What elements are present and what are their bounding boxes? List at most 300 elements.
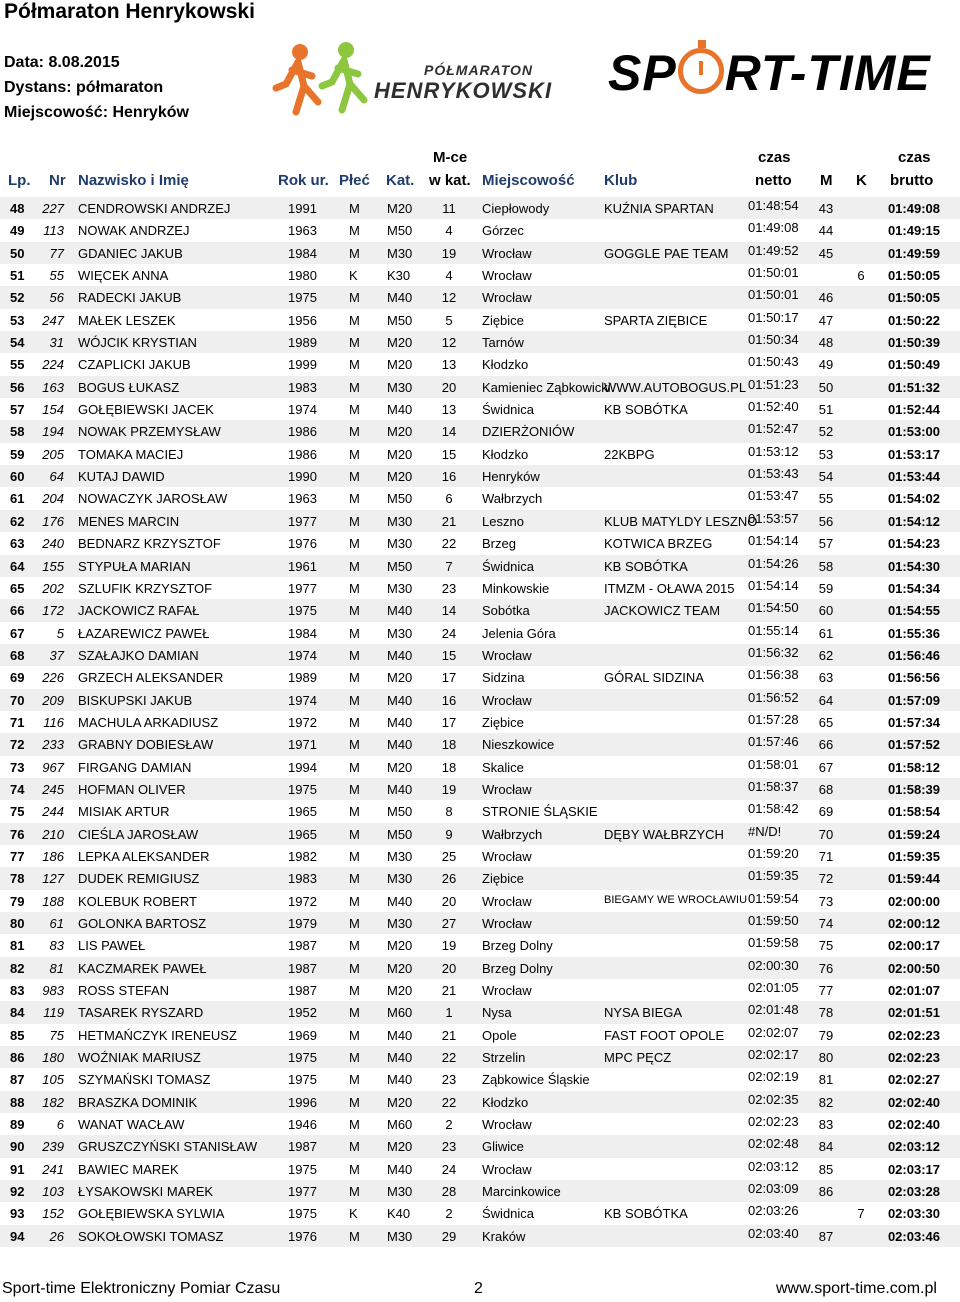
row-name: SZLUFIK KRZYSZTOF [78, 580, 213, 596]
table-row [0, 577, 960, 599]
row-net-time: 01:59:50 [748, 913, 799, 928]
row-name: GRABNY DOBIESŁAW [78, 737, 214, 753]
row-city: Brzeg [482, 536, 516, 552]
row-number: 119 [43, 1005, 64, 1021]
row-number: 227 [42, 201, 64, 216]
header-club: Klub [604, 172, 638, 189]
row-category: M50 [387, 558, 413, 574]
row-category-place: 21 [441, 983, 457, 999]
row-category-place: 18 [441, 737, 457, 753]
row-name: DUDEK REMIGIUSZ [78, 871, 200, 887]
row-category: M30 [387, 916, 413, 931]
row-lp: 86 [10, 1050, 25, 1066]
row-net-time: 01:58:42 [748, 801, 799, 817]
row-category-place: 17 [441, 714, 457, 730]
row-category-place: 23 [441, 1139, 457, 1155]
row-place-m: 56 [818, 513, 834, 529]
row-city: Kamieniec Ząbkowicki [482, 379, 611, 395]
table-row [0, 622, 960, 644]
row-name: SZYMAŃSKI TOMASZ [78, 1072, 211, 1088]
table-row [0, 242, 960, 264]
row-year: 1990 [288, 469, 317, 485]
row-category-place: 26 [441, 871, 457, 887]
row-sex: M [349, 647, 360, 663]
row-place-m: 43 [818, 201, 834, 216]
row-place-m: 87 [818, 1228, 834, 1244]
row-place-m: 83 [818, 1117, 834, 1133]
row-category-place: 1 [445, 1005, 453, 1021]
row-net-time: 01:59:58 [748, 935, 799, 951]
row-gross-time: 02:03:30 [887, 1206, 940, 1222]
row-category: M20 [387, 424, 413, 440]
row-city: Wrocław [482, 983, 532, 999]
header-brutto-top: czas [898, 149, 931, 166]
row-name: STYPUŁA MARIAN [78, 558, 191, 574]
row-category: M30 [387, 245, 413, 261]
row-year: 1979 [288, 916, 317, 931]
row-city: Minkowskie [482, 580, 550, 596]
row-category-place: 8 [445, 804, 453, 820]
row-club: GÓRAL SIDZINA [604, 670, 704, 686]
date-line: Data: 8.08.2015 [4, 54, 120, 71]
table-row [0, 912, 960, 934]
row-category-place: 9 [445, 826, 453, 842]
row-sex: M [349, 804, 360, 820]
row-name: KUTAJ DAWID [78, 469, 165, 485]
event-logo-line1: PÓŁMARATON [424, 62, 534, 78]
header-cat: Kat. [386, 172, 415, 189]
row-category-place: 4 [445, 223, 453, 239]
row-place-m: 66 [818, 737, 834, 753]
row-city: Opole [482, 1027, 517, 1043]
place-line: Miejscowość: Henryków [4, 104, 189, 121]
row-number: 176 [42, 513, 64, 529]
table-row [0, 331, 960, 353]
table-row [0, 867, 960, 889]
row-number: 55 [49, 268, 64, 284]
row-net-time: 01:51:23 [748, 376, 799, 392]
row-sex: M [349, 491, 360, 507]
row-year: 1975 [288, 781, 317, 797]
row-lp: 70 [10, 692, 25, 708]
row-club: DĘBY WAŁBRZYCH [604, 826, 724, 842]
row-category: M30 [387, 625, 413, 641]
row-place-k: 6 [857, 268, 865, 284]
row-lp: 76 [10, 826, 25, 842]
table-row [0, 1046, 960, 1068]
row-category: M30 [387, 536, 413, 552]
row-sex: M [349, 983, 360, 999]
row-gross-time: 01:53:44 [887, 469, 940, 485]
row-net-time: 01:57:28 [748, 711, 799, 727]
row-place-m: 61 [818, 625, 834, 641]
row-gross-time: 01:49:08 [887, 201, 940, 216]
row-name: MAŁEK LESZEK [78, 312, 176, 328]
row-place-m: 73 [818, 893, 834, 909]
row-gross-time: 01:50:49 [887, 357, 940, 373]
row-year: 1972 [288, 893, 317, 909]
row-lp: 91 [10, 1161, 25, 1177]
row-place-m: 53 [818, 446, 834, 462]
row-category-place: 22 [441, 1094, 457, 1110]
row-net-time: 02:02:07 [748, 1024, 799, 1040]
row-lp: 94 [10, 1228, 25, 1244]
row-club: GOGGLE PAE TEAM [604, 245, 729, 261]
table-row [0, 197, 960, 219]
table-row [0, 465, 960, 487]
row-place-m: 60 [818, 603, 834, 619]
table-row [0, 845, 960, 867]
row-category-place: 20 [441, 379, 457, 395]
row-number: 163 [42, 379, 64, 395]
row-category: M50 [387, 223, 413, 239]
row-category: M40 [387, 1050, 413, 1066]
row-sex: M [349, 1117, 360, 1133]
row-name: NOWAK ANDRZEJ [78, 223, 190, 239]
row-lp: 74 [10, 781, 25, 797]
row-name: WANAT WACŁAW [78, 1117, 185, 1133]
row-number: 202 [42, 580, 64, 596]
row-place-m: 79 [818, 1027, 834, 1043]
row-lp: 85 [10, 1027, 25, 1043]
row-city: DZIERŻONIÓW [482, 424, 575, 440]
table-row [0, 689, 960, 711]
row-club: SPARTA ZIĘBICE [604, 312, 708, 328]
row-year: 1976 [288, 1228, 317, 1244]
table-row [0, 644, 960, 666]
row-sex: M [349, 781, 360, 797]
row-place-m: 78 [818, 1005, 834, 1021]
brand-left: SP [608, 45, 677, 101]
row-gross-time: 01:54:55 [887, 603, 940, 619]
row-category: M20 [387, 759, 413, 775]
row-category: M30 [387, 1228, 413, 1244]
table-row [0, 890, 960, 912]
row-category: M20 [387, 446, 413, 462]
table-row [0, 309, 960, 331]
row-net-time: 02:03:26 [748, 1203, 799, 1219]
row-name: NOWAK PRZEMYSŁAW [78, 424, 221, 440]
header-netto-top: czas [758, 149, 791, 166]
row-place-m: 72 [818, 871, 834, 887]
row-club: KUŹNIA SPARTAN [604, 201, 714, 216]
row-category: M40 [387, 714, 413, 730]
row-lp: 78 [10, 871, 25, 887]
row-sex: M [349, 714, 360, 730]
row-place-m: 58 [818, 558, 834, 574]
row-name: HOFMAN OLIVER [78, 781, 186, 797]
row-lp: 48 [10, 201, 25, 216]
row-name: FIRGANG DAMIAN [78, 759, 192, 775]
row-lp: 93 [10, 1206, 25, 1222]
table-row [0, 1202, 960, 1224]
row-name: BISKUPSKI JAKUB [78, 692, 193, 708]
row-year: 1975 [288, 290, 317, 306]
header-year: Rok ur. [278, 172, 329, 189]
row-year: 1983 [288, 871, 317, 887]
row-lp: 68 [10, 647, 25, 663]
row-category: M30 [387, 871, 413, 887]
row-year: 1974 [288, 692, 317, 708]
row-lp: 92 [10, 1184, 25, 1200]
table-row [0, 219, 960, 241]
row-number: 967 [42, 759, 64, 775]
row-name: WÓJCIK KRYSTIAN [78, 335, 197, 351]
row-category-place: 12 [441, 335, 457, 351]
row-sex: M [349, 402, 360, 418]
row-city: Kraków [482, 1228, 526, 1244]
row-place-m: 70 [818, 826, 834, 842]
row-net-time: 01:52:40 [748, 399, 799, 415]
row-category-place: 23 [441, 1072, 457, 1088]
row-category: M20 [387, 670, 413, 686]
row-sex: M [349, 223, 360, 239]
row-lp: 88 [10, 1094, 25, 1110]
header-sex: Płeć [339, 172, 370, 189]
row-sex: M [349, 759, 360, 775]
row-number: 77 [49, 245, 64, 261]
row-city: Świdnica [482, 558, 535, 574]
row-number: 209 [42, 692, 64, 708]
row-gross-time: 01:57:34 [887, 714, 940, 730]
row-sex: K [349, 268, 358, 284]
row-year: 1977 [288, 513, 317, 529]
row-sex: M [349, 603, 360, 619]
header-nr: Nr [49, 172, 66, 189]
row-number: 127 [42, 871, 64, 887]
row-place-m: 69 [818, 804, 834, 820]
row-sex: M [349, 446, 360, 462]
row-club: ITMZM - OŁAWA 2015 [604, 580, 735, 596]
row-category-place: 4 [445, 268, 453, 284]
row-place-m: 68 [818, 781, 834, 797]
row-place-m: 76 [818, 960, 834, 976]
row-lp: 55 [10, 357, 25, 373]
row-city: Sobótka [482, 603, 530, 619]
row-sex: M [349, 1139, 360, 1155]
row-sex: M [349, 826, 360, 842]
row-category: M30 [387, 379, 413, 395]
row-sex: M [349, 960, 360, 976]
row-place-m: 75 [818, 938, 834, 954]
row-net-time: 01:56:32 [748, 644, 799, 660]
row-gross-time: 01:57:09 [887, 692, 940, 708]
row-sex: M [349, 201, 360, 216]
table-row [0, 376, 960, 398]
table-row [0, 443, 960, 465]
row-category: M20 [387, 469, 413, 485]
row-category: M20 [387, 201, 413, 216]
row-lp: 89 [10, 1117, 25, 1133]
row-category: M40 [387, 1072, 413, 1088]
row-year: 1975 [288, 1161, 317, 1177]
row-category-place: 27 [441, 916, 457, 931]
row-place-m: 80 [818, 1050, 834, 1066]
row-year: 1952 [288, 1005, 317, 1021]
row-net-time: 02:02:19 [748, 1069, 799, 1085]
row-number: 983 [42, 983, 64, 999]
row-sex: M [349, 424, 360, 440]
row-city: Ziębice [482, 312, 524, 328]
row-number: 188 [42, 893, 64, 909]
row-category: M50 [387, 312, 413, 328]
row-number: 241 [42, 1161, 64, 1177]
row-number: 5 [56, 625, 64, 641]
row-category: M40 [387, 290, 413, 306]
row-year: 1972 [288, 714, 317, 730]
row-lp: 82 [10, 960, 25, 976]
row-net-time: 01:49:52 [748, 242, 799, 258]
row-name: SZAŁAJKO DAMIAN [78, 647, 199, 663]
row-number: 172 [42, 603, 64, 619]
row-place-m: 45 [818, 245, 834, 261]
row-place-m: 64 [818, 692, 834, 708]
row-category: M40 [387, 737, 413, 753]
row-sex: M [349, 848, 360, 864]
footer-website: www.sport-time.com.pl [776, 1280, 937, 1297]
row-club: BIEGAMY WE WROCŁAWIU [604, 893, 748, 906]
row-sex: M [349, 290, 360, 306]
row-category-place: 7 [445, 558, 453, 574]
row-name: GRUSZCZYŃSKI STANISŁAW [78, 1139, 258, 1155]
row-number: 182 [42, 1094, 64, 1110]
row-sex: M [349, 625, 360, 641]
row-lp: 50 [10, 245, 25, 261]
row-gross-time: 01:56:56 [887, 670, 940, 686]
row-name: WIĘCEK ANNA [78, 268, 169, 284]
table-row [0, 532, 960, 554]
row-place-m: 63 [818, 670, 834, 686]
row-net-time: 02:03:12 [748, 1158, 799, 1174]
row-number: 37 [49, 647, 64, 663]
row-name: TASAREK RYSZARD [78, 1005, 204, 1021]
header-m: M [820, 172, 833, 189]
row-city: Wałbrzych [482, 491, 543, 507]
row-number: 26 [49, 1228, 64, 1244]
row-gross-time: 02:01:07 [887, 983, 940, 999]
row-year: 1983 [288, 379, 317, 395]
row-number: 194 [42, 424, 64, 440]
row-net-time: 01:53:57 [748, 510, 799, 526]
row-gross-time: 02:03:28 [887, 1184, 940, 1200]
row-name: CZAPLICKI JAKUB [78, 357, 191, 373]
row-place-m: 74 [818, 916, 834, 931]
distance-line: Dystans: półmaraton [4, 79, 164, 96]
row-club: MPC PĘCZ [604, 1050, 672, 1066]
row-city: Henryków [482, 469, 540, 485]
row-year: 1975 [288, 1072, 317, 1088]
row-year: 1996 [288, 1094, 317, 1110]
row-place-m: 46 [818, 290, 834, 306]
row-lp: 54 [10, 335, 25, 351]
row-sex: M [349, 692, 360, 708]
row-name: BAWIEC MAREK [78, 1161, 179, 1177]
row-gross-time: 02:03:46 [887, 1228, 940, 1244]
row-lp: 49 [10, 223, 25, 239]
row-category-place: 22 [441, 536, 457, 552]
row-city: Jelenia Góra [482, 625, 556, 641]
row-city: Wrocław [482, 290, 532, 306]
table-row [0, 957, 960, 979]
row-gross-time: 01:54:34 [887, 580, 940, 596]
row-name: ŁYSAKOWSKI MAREK [78, 1184, 214, 1200]
row-city: Górzec [482, 223, 524, 239]
row-number: 61 [49, 916, 64, 931]
row-category-place: 19 [441, 938, 457, 954]
row-category-place: 12 [441, 290, 457, 306]
stopwatch-icon [678, 48, 724, 94]
row-category: M40 [387, 692, 413, 708]
row-lp: 59 [10, 446, 25, 462]
row-category-place: 17 [441, 670, 457, 686]
row-net-time: #N/D! [748, 823, 782, 839]
row-sex: M [349, 916, 360, 931]
row-category-place: 15 [441, 647, 457, 663]
row-net-time: 02:01:48 [748, 1002, 799, 1018]
row-place-m: 86 [818, 1184, 834, 1200]
row-gross-time: 02:02:23 [887, 1050, 940, 1066]
row-net-time: 02:02:17 [748, 1047, 799, 1063]
row-category-place: 16 [441, 692, 457, 708]
row-lp: 71 [10, 714, 25, 730]
row-net-time: 01:58:01 [748, 756, 799, 772]
row-lp: 58 [10, 424, 25, 440]
row-gross-time: 02:00:00 [887, 893, 940, 909]
row-category-place: 5 [445, 312, 453, 328]
header-lp: Lp. [8, 172, 31, 189]
row-category: M20 [387, 335, 413, 351]
row-category-place: 20 [441, 893, 457, 909]
row-category-place: 24 [441, 625, 457, 641]
row-place-m: 57 [818, 536, 834, 552]
row-category: M40 [387, 402, 413, 418]
row-club: NYSA BIEGA [604, 1005, 683, 1021]
row-net-time: 01:54:50 [748, 600, 799, 616]
row-category-place: 6 [445, 491, 453, 507]
row-place-m: 71 [818, 848, 834, 864]
row-lp: 73 [10, 759, 25, 775]
row-category-place: 20 [441, 960, 457, 976]
row-net-time: 01:54:14 [748, 533, 799, 549]
row-gross-time: 02:01:51 [887, 1005, 940, 1021]
row-name: GDANIEC JAKUB [78, 245, 183, 261]
row-name: GRZECH ALEKSANDER [78, 670, 224, 686]
row-category-place: 28 [441, 1184, 457, 1200]
row-number: 226 [42, 670, 64, 686]
table-row [0, 1068, 960, 1090]
row-year: 1975 [288, 1206, 317, 1222]
row-city: Kłodzko [482, 1094, 529, 1110]
row-year: 1961 [288, 558, 317, 574]
footer-page-number: 2 [474, 1280, 483, 1297]
row-number: 154 [42, 402, 64, 418]
row-category-place: 13 [441, 357, 457, 373]
row-lp: 90 [10, 1139, 25, 1155]
row-place-m: 62 [818, 647, 834, 663]
row-category-place: 21 [441, 513, 457, 529]
row-category: M60 [387, 1005, 413, 1021]
table-row [0, 934, 960, 956]
row-city: Sidzina [482, 670, 525, 686]
page-title: Półmaraton Henrykowski [4, 0, 255, 23]
row-number: 210 [42, 826, 64, 842]
row-gross-time: 01:59:24 [887, 826, 940, 842]
row-category-place: 22 [441, 1050, 457, 1066]
row-category-place: 19 [441, 781, 457, 797]
row-category-place: 2 [445, 1117, 453, 1133]
row-year: 1987 [288, 960, 317, 976]
table-row [0, 286, 960, 308]
